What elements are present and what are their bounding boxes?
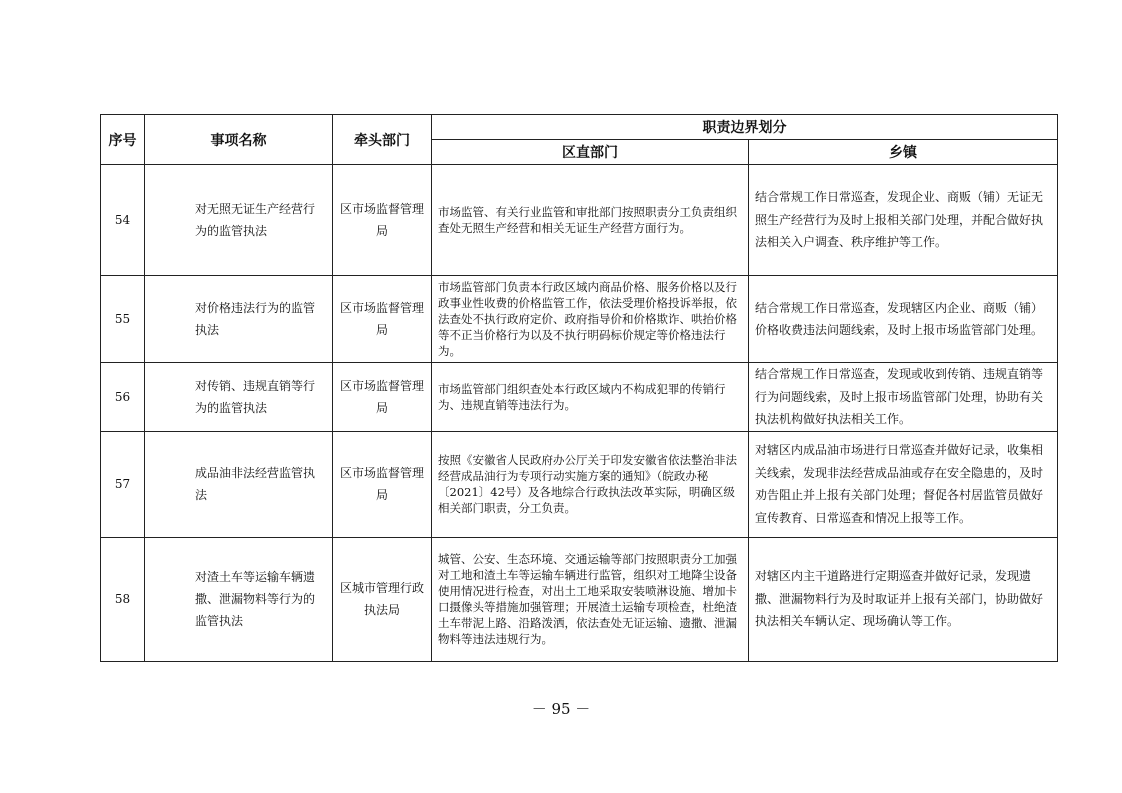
lead-dept: 区市场监督管理局 [333, 276, 432, 363]
district-duty: 市场监管部门组织查处本行政区域内不构成犯罪的传销行为、违规直销等违法行为。 [432, 363, 749, 432]
row-number: 57 [101, 431, 145, 537]
district-duty: 市场监管部门负责本行政区域内商品价格、服务价格以及行政事业性收费的价格监管工作，依法受理价格投诉举报，依法查处不执行政府定价、政府指导价和价格欺诈、哄抬价格等不正当价格行为以及不执行明码标价规定等价格违法行为。 [432, 276, 749, 363]
item-name: 对价格违法行为的监管执法 [145, 276, 333, 363]
district-duty: 按照《安徽省人民政府办公厅关于印发安徽省依法整治非法经营成品油行为专项行动实施方案的通知》（皖政办秘〔2021〕42号）及各地综合行政执法改革实际，明确区级相关部门职责，分工负责。 [432, 431, 749, 537]
table-row [101, 537, 1058, 661]
item-name: 对传销、违规直销等行为的监管执法 [145, 363, 333, 432]
table-row [101, 165, 1058, 276]
row-number: 54 [101, 165, 145, 276]
lead-dept: 区市场监督管理局 [333, 363, 432, 432]
header-no: 序号 [101, 115, 145, 165]
town-duty: 结合常规工作日常巡查，发现或收到传销、违规直销等行为问题线索，及时上报市场监管部门处理，协助有关执法机构做好执法相关工作。 [749, 363, 1058, 432]
table-row [101, 363, 1058, 432]
table-row [101, 276, 1058, 363]
header-town: 乡镇 [749, 140, 1058, 165]
district-duty: 城管、公安、生态环境、交通运输等部门按照职责分工加强对工地和渣土车等运输车辆进行监管，组织对工地降尘设备使用情况进行检查，对出土工地采取安装喷淋设施、增加卡口摄像头等措施加强管理；开展渣土运输专项检查，杜绝渣土车带泥上路、沿路泼洒，依法查处无证运输、遗撒、泄漏物料等违法违规行为。 [432, 537, 749, 661]
header-lead-dept: 牵头部门 [333, 115, 432, 165]
responsibility-table [100, 114, 1058, 662]
town-duty: 结合常规工作日常巡查，发现企业、商贩（铺）无证无照生产经营行为及时上报相关部门处理，并配合做好执法相关入户调查、秩序维护等工作。 [749, 165, 1058, 276]
lead-dept: 区市场监督管理局 [333, 165, 432, 276]
page-number: － 95 － [531, 700, 591, 718]
item-name: 对无照无证生产经营行为的监管执法 [145, 165, 333, 276]
town-duty: 对辖区内主干道路进行定期巡查并做好记录，发现遗撒、泄漏物料行为及时取证并上报有关部门，协助做好执法相关车辆认定、现场确认等工作。 [749, 537, 1058, 661]
row-number: 56 [101, 363, 145, 432]
lead-dept: 区城市管理行政执法局 [333, 537, 432, 661]
header-item-name: 事项名称 [145, 115, 333, 165]
district-duty: 市场监管、有关行业监管和审批部门按照职责分工负责组织查处无照生产经营和相关无证生产经营方面行为。 [432, 165, 749, 276]
table-row [101, 431, 1058, 537]
item-name: 对渣土车等运输车辆遗撒、泄漏物料等行为的监管执法 [145, 537, 333, 661]
lead-dept: 区市场监督管理局 [333, 431, 432, 537]
town-duty: 结合常规工作日常巡查，发现辖区内企业、商贩（铺）价格收费违法问题线索，及时上报市场监管部门处理。 [749, 276, 1058, 363]
header-district-dept: 区直部门 [432, 140, 749, 165]
header-responsibility-division: 职责边界划分 [432, 115, 1058, 140]
item-name: 成品油非法经营监管执法 [145, 431, 333, 537]
row-number: 55 [101, 276, 145, 363]
town-duty: 对辖区内成品油市场进行日常巡查并做好记录，收集相关线索，发现非法经营成品油或存在安全隐患的，及时劝告阻止并上报有关部门处理；督促各村居监管员做好宣传教育、日常巡查和情况上报等工作。 [749, 431, 1058, 537]
row-number: 58 [101, 537, 145, 661]
